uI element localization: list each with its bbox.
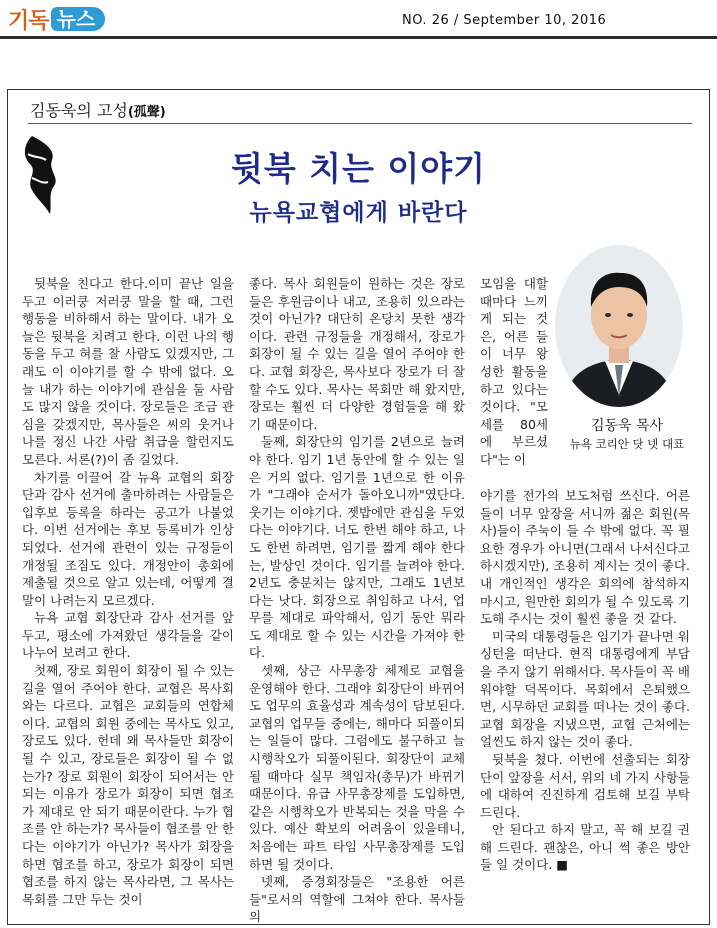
column-rule — [28, 123, 692, 124]
newspaper-logo — [8, 6, 105, 32]
paragraph: 뉴욕 교협 회장단과 감사 선거를 앞두고, 평소에 가져왔던 생각들을 같이 나누어 보려고 한다. — [22, 610, 234, 661]
article-column-3 — [480, 487, 690, 874]
author-name: 김동욱 목사 — [590, 418, 664, 434]
logo-text-badge: 뉴스 — [51, 7, 106, 31]
logo-text-primary: 기독 — [8, 8, 49, 34]
article-subheadline: 뉴욕교협에게 바란다 — [249, 200, 468, 226]
author-title: 뉴욕 코리안 닷 넷 대표 — [569, 437, 685, 451]
issue-info: NO. 26 / September 10, 2016 — [402, 13, 607, 28]
article-headline: 뒷북 치는 이야기 — [230, 149, 487, 188]
paragraph: 첫째, 장로 회원이 회장이 될 수 있는 길을 열어 주어야 한다. 교협은 목사회와는 다르다. 교협은 교회들의 연합체이다. 교협의 회원 중에는 목사도 있고, 장로도 있다. 헌데 왜 목사들만 회장이 될 수 있고, 장로들은 회장이 될 수 없는가? 장로 회원이 회장이 되어서는 안 되는 이유가 장로가 회장이 되면 협조가 제대로 안 되기 때문이란다. 누가 협조를 안 하는가? 목사들이 협조를 안 한다는 이야기가 아닌가? 목사가 회장을 하면 협조를 하고, 장로가 회장이 되면 협조를 하지 않는 목사라면, 그 목사는 목회를 그만 두는 것이 — [22, 663, 234, 907]
column-title-text: 김동욱의 고성 — [30, 101, 128, 120]
article-column-2 — [249, 275, 465, 926]
column-title-hanja: (孤聲) — [127, 105, 166, 120]
article-column-1 — [22, 275, 234, 908]
paragraph: 안 된다고 하지 말고, 꼭 해 보길 권해 드린다. 괜찮은, 아니 썩 좋은 방안들 일 것이다. ■ — [480, 822, 690, 873]
paragraph: 넷째, 증경회장들은 "조용한 어른들"로서의 역할에 그쳐야 한다. 목사들의 — [249, 874, 465, 925]
paragraph: 뒷북을 쳤다. 이번에 선출되는 회장단이 앞장을 서서, 위의 네 가지 사항들에 대하여 진진하게 검토해 보길 부탁드린다. — [480, 751, 690, 820]
paragraph: 둘째, 회장단의 임기를 2년으로 늘려야 한다. 임기 1년 동안에 할 수 있는 일은 거의 없다. 임기를 1년으로 한 이유가 "그래야 순서가 돌아오니까"였단다. 웃기는 이야기다. 젯밥에만 관심을 두었다는 이야기다. 너도 한번 해야 하고, 나도 한번 하려면, 임기를 짧게 해야 한다는, 발상인 것이다. 임기를 늘려야 한다. 2년도 충분치는 않지만, 그래도 1년보다는 낫다. 회장으로 취임하고 나서, 업무를 제대로 파악해서, 임기 동안 뭐라도 제대로 할 수 있는 시간을 가져야 한다. — [249, 434, 465, 661]
paragraph: 모임을 대할 때마다 느끼게 되는 것은, 어른 들이 너무 왕성한 활동을 하고 있다는 것이다. "모세를 80세에 부르셨다"는 이 — [480, 276, 548, 467]
author-portrait-image — [555, 245, 683, 407]
article-column-3-top — [480, 275, 548, 469]
paragraph: 미국의 대통령들은 임기가 끝나면 워싱턴을 떠난다. 현직 대통령에게 부담을 주지 않기 위해서다. 목사들이 꼭 배워야할 덕목이다. 목회에서 은퇴했으면, 시무하던 교회를 떠나는 것이 좋다. 교협 회장을 지냈으면, 교협 근처에는 얼씬도 하지 않는 것이 좋다. — [480, 628, 690, 750]
column-title — [30, 98, 166, 121]
paragraph: 셋째, 상근 사무총장 체제로 교협을 운영해야 한다. 그래야 회장단이 바뀌어도 업무의 효율성과 계속성이 담보된다. 교협의 업무들 중에는, 해마다 되풀이되는 일들이 많다. 그럼에도 불구하고 늘 시행착오가 되풀이된다. 회장단이 교체될 때마다 실무 책임자(총무)가 바뀌기 때문이다. 유급 사무총장제를 도입하면, 같은 시행착오가 반복되는 것을 막을 수 있다. 예산 확보의 어려움이 있을테니, 처음에는 파트 타임 사무총장제를 도입하면 될 것이다. — [249, 663, 465, 872]
paragraph: 야기를 전가의 보도처럼 쓰신다. 어른들이 너무 앞장을 서니까 젊은 회원(목사)들이 주눅이 들 수 밖에 없다. 꼭 필요한 경우가 아니면(그래서 나서신다고 하시겠지만), 조용히 계시는 것이 좋다. 내 개인적인 생각은 회의에 참석하지 마시고, 원만한 회의가 될 수 있도록 기도해 주시는 것이 훨씬 좋을 것 같다. — [480, 488, 690, 627]
paragraph: 좋다. 목사 회원들이 원하는 것은 장로들은 후원금이나 내고, 조용히 있으라는 것이 아닌가? 대단히 온당치 못한 생각이다. 관련 규정들을 개정해서, 장로가 회장이 될 수 있는 길을 열어 주어야 한다. 교협 회장은, 목사보다 장로가 더 잘할 수도 있다. 목사는 목회만 해 왔지만, 장로는 훨씬 더 다양한 경험들을 해 왔기 때문이다. — [249, 276, 465, 432]
paragraph: 뒷북을 친다고 한다.이미 끝난 일을 두고 이러쿵 저러쿵 말을 할 때, 그런 행동을 비하해서 하는 말이다. 내가 오늘은 뒷북을 치려고 한다. 이런 나의 행동을 두고 혀를 찰 사람도 있겠지만, 그래도 이 이야기를 할 수 밖에 없다. 오늘 내가 하는 이야기에 관심을 둘 사람도 많지 않을 것이다. 장로들은 조금 관심을 갖겠지만, 목사들은 씨의 웃거나 나를 정신 나간 사람 취급을 할런지도 모른다. 서론(?)이 좀 길었다. — [22, 276, 234, 467]
author-photo — [555, 245, 683, 407]
masthead-rule — [0, 36, 717, 39]
paragraph: 차기를 이끌어 갈 뉴욕 교협의 회장단과 감사 선거에 출마하려는 사람들은 입후보 등록을 하라는 공고가 나붙었다. 이번 선거에는 후보 등록비가 인상되었다. 선거에 관련이 있는 규정들이 개정될 조짐도 있다. 개정안이 총회에 제출될 것으로 알고 있는데, 어떻게 결말이 나려는지 모르겠다. — [22, 469, 234, 608]
